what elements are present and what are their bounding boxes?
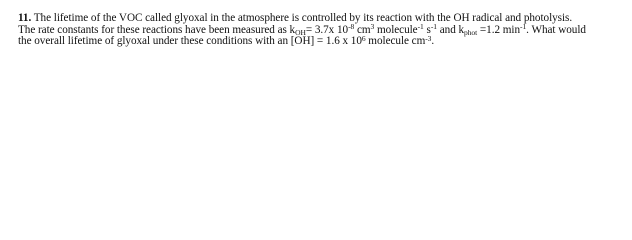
line2-part-f: and k — [436, 23, 465, 36]
exponent-6: 6 — [361, 33, 366, 43]
question-line-3 — [18, 33, 624, 48]
exponent-neg1-b: -1 — [430, 22, 437, 32]
question-line-1-text: The lifetime of the VOC called glyoxal in the atmosphere is controlled by its reaction with the OH radical and photolysis. — [33, 12, 573, 24]
line2-part-c: cm — [354, 23, 371, 36]
line2-part-d: molecule — [374, 23, 418, 36]
exponent-neg1-a: -1 — [417, 22, 424, 32]
k-phot-subscript: phot — [464, 27, 478, 37]
k-oh-subscript: OH — [295, 27, 306, 37]
line3-part-a: the overall lifetime of glyoxal under these conditions with an [OH] = 1.6 x 10 — [18, 35, 362, 48]
line2-part-b: = 3.7x 10 — [305, 23, 349, 36]
question-number: 11. — [18, 12, 32, 24]
question-text — [18, 13, 624, 48]
exponent-3: 3 — [370, 22, 375, 32]
line2-part-e: s — [423, 23, 431, 36]
line2-part-g: =1.2 min — [477, 23, 521, 36]
exponent-neg1-c: -1 — [520, 22, 527, 32]
line3-part-b: molecule cm — [365, 35, 426, 48]
exponent-neg8: -8 — [348, 22, 355, 32]
exponent-neg3: -3 — [425, 33, 432, 43]
line2-part-h: . What would — [526, 23, 586, 36]
line2-part-a: The rate constants for these reactions have been measured as k — [18, 23, 296, 36]
line3-part-c: . — [431, 35, 435, 48]
